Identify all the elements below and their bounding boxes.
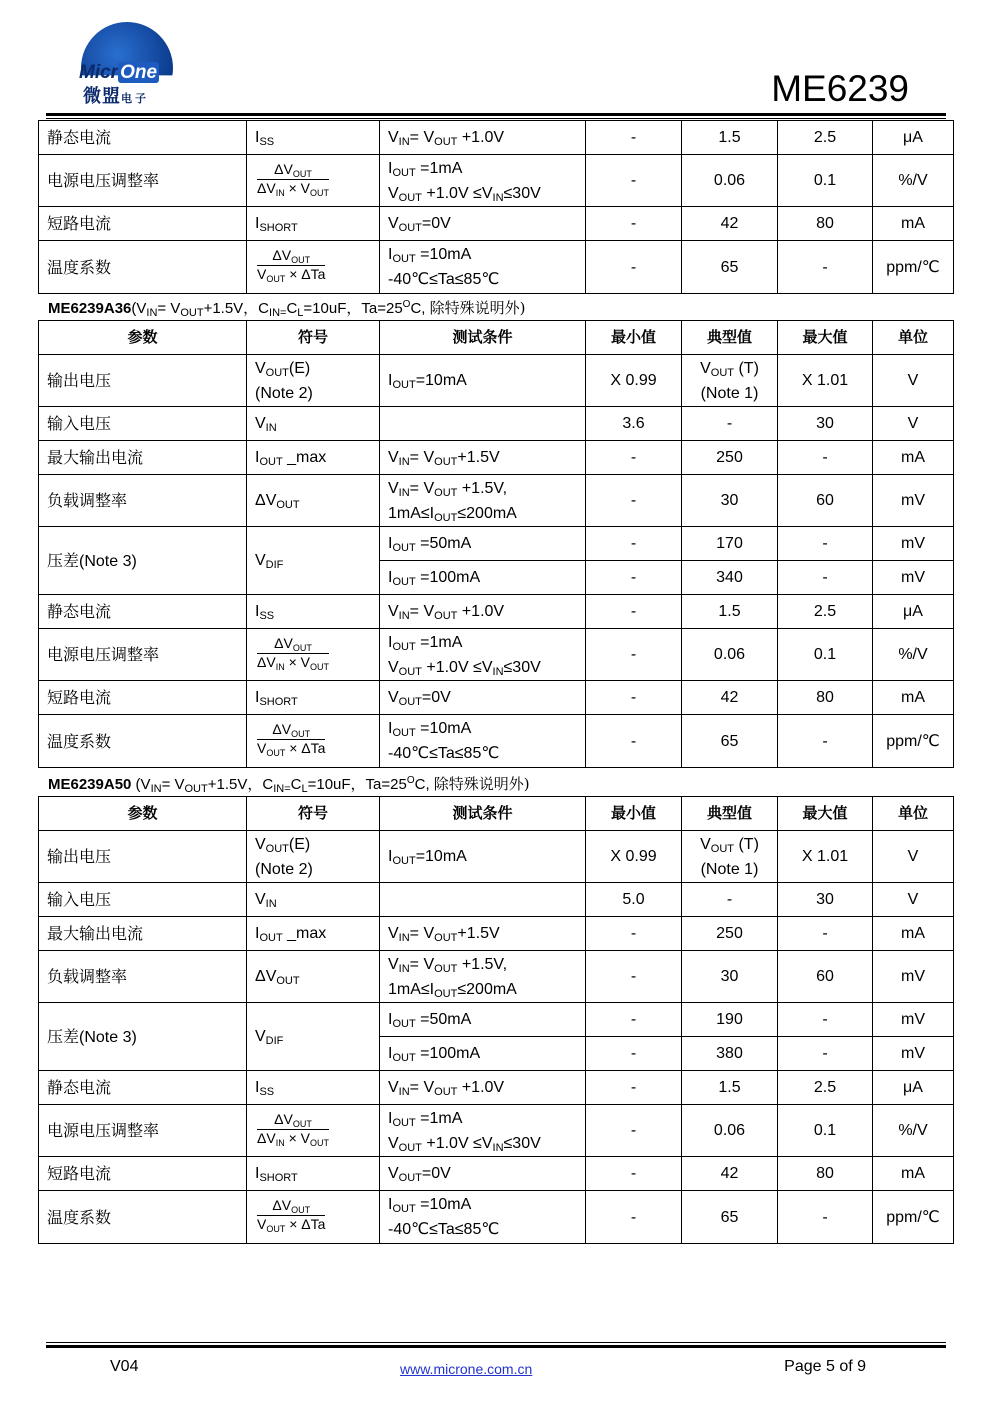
footer-rule — [46, 1345, 946, 1348]
param-cell: 温度系数 — [39, 241, 247, 294]
symbol-cell: $V_{OUT}(E)$ (Note 2) — [247, 355, 380, 407]
header-rule-thin — [46, 118, 946, 119]
table-row — [39, 951, 954, 1003]
max-cell: 80 — [778, 1157, 873, 1191]
typ-cell: 30 — [682, 951, 778, 1003]
symbol-cell: $V_{IN}$ — [247, 407, 380, 441]
typ-cell: 65 — [682, 1191, 778, 1244]
symbol-cell: $\Delta V_{OUT}$ — [247, 475, 380, 527]
param-cell: 压差(Note 3) — [39, 527, 247, 595]
param-cell: 短路电流 — [39, 1157, 247, 1191]
max-cell: - — [778, 917, 873, 951]
typ-cell: 42 — [682, 1157, 778, 1191]
condition-cell: $V_{IN}= V_{OUT}+1.5V$ — [380, 441, 586, 475]
min-cell: 3.6 — [586, 407, 682, 441]
table-row — [39, 527, 954, 561]
header-typ: 典型值 — [682, 797, 778, 831]
header-unit: 单位 — [873, 797, 954, 831]
typ-cell: 1.5 — [682, 1071, 778, 1105]
min-cell: - — [586, 121, 682, 155]
condition-cell — [380, 883, 586, 917]
table-row — [39, 595, 954, 629]
symbol-cell: $I_{SHORT}$ — [247, 681, 380, 715]
symbol-cell: $\frac{\Delta V_{OUT}}{V_{OUT} \times \Delta Ta}$ — [247, 1191, 380, 1244]
max-cell: - — [778, 241, 873, 294]
param-cell: 负载调整率 — [39, 951, 247, 1003]
table-row — [39, 155, 954, 207]
typ-cell: 250 — [682, 441, 778, 475]
max-cell: 0.1 — [778, 629, 873, 681]
table-row — [39, 407, 954, 441]
max-cell: 30 — [778, 883, 873, 917]
min-cell: X 0.99 — [586, 355, 682, 407]
condition-cell: $V_{OUT}=0V$ — [380, 207, 586, 241]
min-cell: - — [586, 561, 682, 595]
footer-rule-thin — [46, 1342, 946, 1343]
param-cell: 短路电流 — [39, 681, 247, 715]
header-min: 最小值 — [586, 321, 682, 355]
typ-cell: 250 — [682, 917, 778, 951]
typ-cell: - — [682, 407, 778, 441]
symbol-cell: $V_{DIF}$ — [247, 527, 380, 595]
param-cell: 静态电流 — [39, 595, 247, 629]
typ-cell: 380 — [682, 1037, 778, 1071]
symbol-cell: $I_{OUT}$ _max — [247, 917, 380, 951]
header-param: 参数 — [39, 797, 247, 831]
header-max: 最大值 — [778, 797, 873, 831]
header-min: 最小值 — [586, 797, 682, 831]
condition-cell: $I_{OUT}=10mA$ — [380, 831, 586, 883]
table-row — [39, 207, 954, 241]
unit-cell: ppm/℃ — [873, 715, 954, 768]
logo-wordmark: Micr One — [79, 62, 158, 83]
symbol-cell: $V_{IN}$ — [247, 883, 380, 917]
unit-cell: mV — [873, 1037, 954, 1071]
param-cell: 温度系数 — [39, 715, 247, 768]
condition-cell: $I_{OUT} =10mA$ -40℃≤Ta≤85℃ — [380, 715, 586, 768]
symbol-cell: $\frac{\Delta V_{OUT}}{V_{OUT} \times \Delta Ta}$ — [247, 715, 380, 768]
typ-cell: - — [682, 883, 778, 917]
unit-cell: mA — [873, 917, 954, 951]
header-unit: 单位 — [873, 321, 954, 355]
max-cell: X 1.01 — [778, 831, 873, 883]
unit-cell: V — [873, 831, 954, 883]
unit-cell: mA — [873, 207, 954, 241]
symbol-cell: $V_{OUT}(E)$ (Note 2) — [247, 831, 380, 883]
param-cell: 静态电流 — [39, 1071, 247, 1105]
unit-cell: mV — [873, 951, 954, 1003]
condition-cell: $I_{OUT} =1mA$ $V_{OUT} +1.0V \le V_{IN}\le 30V$ — [380, 1105, 586, 1157]
table-row — [39, 1071, 954, 1105]
company-logo — [79, 20, 179, 110]
table-header-row — [39, 797, 954, 831]
typ-cell: 42 — [682, 681, 778, 715]
table-row — [39, 681, 954, 715]
min-cell: - — [586, 951, 682, 1003]
unit-cell: ppm/℃ — [873, 241, 954, 294]
section-caption-a36: $ME6239A36(V_{IN}= V_{OUT}+1.5V$，$C_{IN=}C_L=10uF$，$Ta=25^OC$, 除特殊说明外) — [48, 299, 526, 319]
table-row — [39, 1003, 954, 1037]
param-cell: 压差(Note 3) — [39, 1003, 247, 1071]
page-number: Page 5 of 9 — [784, 1358, 866, 1375]
max-cell: - — [778, 715, 873, 768]
table-row — [39, 475, 954, 527]
symbol-cell: $I_{OUT}$ _max — [247, 441, 380, 475]
condition-cell: $I_{OUT} =10mA$ -40℃≤Ta≤85℃ — [380, 1191, 586, 1244]
condition-cell: $V_{OUT}=0V$ — [380, 1157, 586, 1191]
min-cell: - — [586, 595, 682, 629]
symbol-cell: $I_{SS}$ — [247, 121, 380, 155]
section-caption-a50: ME6239A50 ($V_{IN}= V_{OUT}+1.5V$，$C_{IN=}C_L=10uF$，$Ta=25^OC$, 除特殊说明外) — [48, 775, 530, 795]
max-cell: 80 — [778, 681, 873, 715]
param-cell: 短路电流 — [39, 207, 247, 241]
param-cell: 电源电压调整率 — [39, 629, 247, 681]
condition-cell: $I_{OUT} =1mA$ $V_{OUT} +1.0V \le V_{IN}\le 30V$ — [380, 155, 586, 207]
table-row — [39, 441, 954, 475]
unit-cell: mV — [873, 561, 954, 595]
unit-cell: μA — [873, 1071, 954, 1105]
header-symbol: 符号 — [247, 797, 380, 831]
table-row — [39, 241, 954, 294]
max-cell: - — [778, 1037, 873, 1071]
symbol-cell: $\Delta V_{OUT}$ — [247, 951, 380, 1003]
typ-cell: $V_{OUT}$ (T) (Note 1) — [682, 355, 778, 407]
table-row — [39, 917, 954, 951]
min-cell: - — [586, 441, 682, 475]
max-cell: 60 — [778, 475, 873, 527]
unit-cell: mA — [873, 441, 954, 475]
condition-cell: $I_{OUT} =50mA$ — [380, 1003, 586, 1037]
max-cell: X 1.01 — [778, 355, 873, 407]
condition-cell: $V_{IN}= V_{OUT} +1.5V$, $1mA\le I_{OUT}\le 200mA$ — [380, 951, 586, 1003]
typ-cell: 170 — [682, 527, 778, 561]
typ-cell: 1.5 — [682, 121, 778, 155]
max-cell: 0.1 — [778, 155, 873, 207]
logo-chinese-name: 微盟电子 — [83, 86, 149, 107]
unit-cell: μA — [873, 121, 954, 155]
max-cell: - — [778, 441, 873, 475]
unit-cell: μA — [873, 595, 954, 629]
condition-cell: $I_{OUT} =1mA$ $V_{OUT} +1.0V \le V_{IN}\le 30V$ — [380, 629, 586, 681]
min-cell: - — [586, 1157, 682, 1191]
unit-cell: mA — [873, 681, 954, 715]
max-cell: 30 — [778, 407, 873, 441]
max-cell: 2.5 — [778, 121, 873, 155]
param-cell: 输出电压 — [39, 831, 247, 883]
min-cell: - — [586, 475, 682, 527]
header-rule — [46, 113, 946, 116]
typ-cell: 0.06 — [682, 1105, 778, 1157]
table-row — [39, 883, 954, 917]
min-cell: - — [586, 681, 682, 715]
typ-cell: 1.5 — [682, 595, 778, 629]
table-row — [39, 1105, 954, 1157]
min-cell: X 0.99 — [586, 831, 682, 883]
unit-cell: V — [873, 883, 954, 917]
unit-cell: V — [873, 355, 954, 407]
typ-cell: 190 — [682, 1003, 778, 1037]
max-cell: - — [778, 561, 873, 595]
symbol-cell: $\frac{\Delta V_{OUT}}{\Delta V_{IN} \times V_{OUT}}$ — [247, 629, 380, 681]
condition-cell: $V_{IN}= V_{OUT} +1.0V$ — [380, 595, 586, 629]
max-cell: 0.1 — [778, 1105, 873, 1157]
typ-cell: 30 — [682, 475, 778, 527]
condition-cell: $V_{IN}= V_{OUT}+1.5V$ — [380, 917, 586, 951]
typ-cell: 0.06 — [682, 155, 778, 207]
unit-cell: mV — [873, 475, 954, 527]
table-row — [39, 355, 954, 407]
condition-cell: $V_{IN}= V_{OUT} +1.0V$ — [380, 121, 586, 155]
table-row — [39, 629, 954, 681]
param-cell: 最大输出电流 — [39, 441, 247, 475]
max-cell: 2.5 — [778, 1071, 873, 1105]
unit-cell: mV — [873, 1003, 954, 1037]
condition-cell: $I_{OUT} =10mA$ -40℃≤Ta≤85℃ — [380, 241, 586, 294]
max-cell: - — [778, 1191, 873, 1244]
typ-cell: $V_{OUT}$ (T) (Note 1) — [682, 831, 778, 883]
header-condition: 测试条件 — [380, 321, 586, 355]
symbol-cell: $I_{SS}$ — [247, 1071, 380, 1105]
param-cell: 输入电压 — [39, 883, 247, 917]
condition-cell: $I_{OUT}=10mA$ — [380, 355, 586, 407]
unit-cell: mA — [873, 1157, 954, 1191]
min-cell: - — [586, 1003, 682, 1037]
condition-cell: $I_{OUT} =100mA$ — [380, 561, 586, 595]
min-cell: - — [586, 155, 682, 207]
symbol-cell: $I_{SS}$ — [247, 595, 380, 629]
condition-cell: $V_{OUT}=0V$ — [380, 681, 586, 715]
unit-cell: %/V — [873, 629, 954, 681]
spec-table-a50 — [38, 796, 954, 1244]
min-cell: - — [586, 241, 682, 294]
header-symbol: 符号 — [247, 321, 380, 355]
min-cell: - — [586, 1037, 682, 1071]
condition-cell: $V_{IN}= V_{OUT} +1.5V$, $1mA\le I_{OUT}\le 200mA$ — [380, 475, 586, 527]
table-row — [39, 121, 954, 155]
min-cell: - — [586, 715, 682, 768]
spec-table-a33-continued — [38, 120, 954, 294]
param-cell: 电源电压调整率 — [39, 1105, 247, 1157]
condition-cell — [380, 407, 586, 441]
typ-cell: 65 — [682, 715, 778, 768]
param-cell: 温度系数 — [39, 1191, 247, 1244]
param-cell: 电源电压调整率 — [39, 155, 247, 207]
param-cell: 最大输出电流 — [39, 917, 247, 951]
header-param: 参数 — [39, 321, 247, 355]
typ-cell: 65 — [682, 241, 778, 294]
condition-cell: $I_{OUT} =50mA$ — [380, 527, 586, 561]
header-condition: 测试条件 — [380, 797, 586, 831]
table-row — [39, 1191, 954, 1244]
typ-cell: 42 — [682, 207, 778, 241]
min-cell: - — [586, 1105, 682, 1157]
model-title: ME6239 — [771, 68, 909, 109]
min-cell: - — [586, 1191, 682, 1244]
unit-cell: ppm/℃ — [873, 1191, 954, 1244]
max-cell: 80 — [778, 207, 873, 241]
max-cell: 2.5 — [778, 595, 873, 629]
unit-cell: V — [873, 407, 954, 441]
min-cell: - — [586, 207, 682, 241]
param-cell: 负载调整率 — [39, 475, 247, 527]
min-cell: 5.0 — [586, 883, 682, 917]
typ-cell: 340 — [682, 561, 778, 595]
symbol-cell: $I_{SHORT}$ — [247, 207, 380, 241]
header-max: 最大值 — [778, 321, 873, 355]
table-row — [39, 1157, 954, 1191]
typ-cell: 0.06 — [682, 629, 778, 681]
unit-cell: mV — [873, 527, 954, 561]
table-header-row — [39, 321, 954, 355]
condition-cell: $I_{OUT} =100mA$ — [380, 1037, 586, 1071]
spec-table-a36 — [38, 320, 954, 768]
symbol-cell: $\frac{\Delta V_{OUT}}{\Delta V_{IN} \times V_{OUT}}$ — [247, 155, 380, 207]
symbol-cell: $V_{DIF}$ — [247, 1003, 380, 1071]
symbol-cell: $I_{SHORT}$ — [247, 1157, 380, 1191]
max-cell: - — [778, 1003, 873, 1037]
unit-cell: %/V — [873, 1105, 954, 1157]
condition-cell: $V_{IN}= V_{OUT} +1.0V$ — [380, 1071, 586, 1105]
symbol-cell: $\frac{\Delta V_{OUT}}{\Delta V_{IN} \times V_{OUT}}$ — [247, 1105, 380, 1157]
min-cell: - — [586, 629, 682, 681]
table-row — [39, 831, 954, 883]
param-cell: 输出电压 — [39, 355, 247, 407]
param-cell: 输入电压 — [39, 407, 247, 441]
max-cell: - — [778, 527, 873, 561]
min-cell: - — [586, 1071, 682, 1105]
min-cell: - — [586, 917, 682, 951]
symbol-cell: $\frac{\Delta V_{OUT}}{V_{OUT} \times \Delta Ta}$ — [247, 241, 380, 294]
website-link[interactable]: www.microne.com.cn — [400, 1361, 533, 1377]
max-cell: 60 — [778, 951, 873, 1003]
table-row — [39, 715, 954, 768]
min-cell: - — [586, 527, 682, 561]
version-label: V04 — [110, 1358, 139, 1375]
unit-cell: %/V — [873, 155, 954, 207]
header-typ: 典型值 — [682, 321, 778, 355]
param-cell: 静态电流 — [39, 121, 247, 155]
